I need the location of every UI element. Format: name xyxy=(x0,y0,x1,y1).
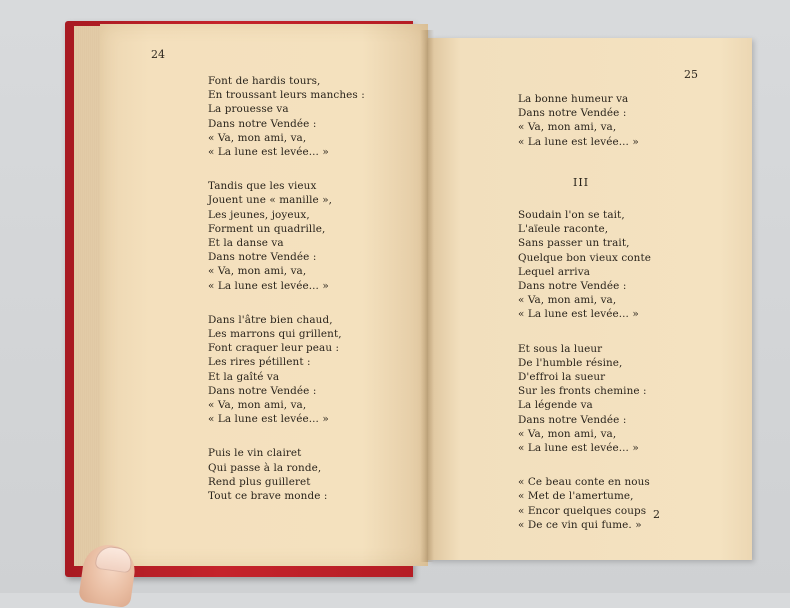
verse-line: Soudain l'on se tait, xyxy=(518,209,625,221)
right-page-number: 25 xyxy=(684,68,698,81)
verse-line: « Va, mon ami, va, xyxy=(208,131,307,144)
right-page-poem xyxy=(518,208,651,552)
verse-line: En troussant leurs manches : xyxy=(208,89,365,102)
verse-line: « La lune est levée... » xyxy=(208,279,329,292)
verse-line: Dans notre Vendée : xyxy=(518,107,627,120)
verse-line: « Va, mon ami, va, xyxy=(208,399,307,412)
verse-line: « De ce vin qui fume. » xyxy=(518,518,642,531)
stanza xyxy=(208,179,365,293)
verse-line: « Encor quelques coups xyxy=(518,504,647,517)
signature-mark: 2 xyxy=(653,508,660,521)
verse-line: Les marrons qui grillent, xyxy=(208,328,342,341)
verse-line: « Met de l'amertume, xyxy=(518,490,634,503)
verse-line: Sans passer un trait, xyxy=(518,237,630,250)
verse-line: Et sous la lueur xyxy=(518,342,603,355)
stanza xyxy=(208,74,365,159)
section-heading: III xyxy=(573,176,590,189)
verse-line: « La lune est levée... » xyxy=(518,135,639,148)
verse-line: La prouesse va xyxy=(208,103,289,116)
verse-line: D'effroi la sueur xyxy=(518,371,606,384)
verse-line: « La lune est levée... » xyxy=(208,413,329,426)
verse-line: Lequel arriva xyxy=(518,265,590,278)
verse-line: Dans notre Vendée : xyxy=(208,117,317,130)
verse-line: Forment un quadrille, xyxy=(208,222,326,235)
book-gutter xyxy=(420,30,434,562)
verse-line: Tandis que les vieux xyxy=(208,180,317,193)
verse-line: La bonne humeur va xyxy=(518,93,629,105)
page-edges xyxy=(74,26,103,566)
verse-line: Dans notre Vendée : xyxy=(518,280,627,293)
verse-line: Font craquer leur peau : xyxy=(208,342,340,355)
stanza xyxy=(518,342,651,456)
verse-line: « Va, mon ami, va, xyxy=(208,265,307,278)
left-page-number: 24 xyxy=(151,48,165,61)
stanza xyxy=(518,475,651,532)
verse-line: Puis le vin clairet xyxy=(208,447,302,460)
verse-line: Tout ce brave monde : xyxy=(208,490,328,503)
verse-line: Les rires pétillent : xyxy=(208,356,311,369)
verse-line: Jouent une « manille », xyxy=(208,194,333,207)
verse-line: « La lune est levée... » xyxy=(208,146,329,159)
left-page-poem xyxy=(208,74,365,523)
verse-line: Font de hardis tours, xyxy=(208,75,321,87)
verse-line: Dans l'âtre bien chaud, xyxy=(208,313,333,326)
verse-line: Les jeunes, joyeux, xyxy=(208,208,310,221)
right-page-opening-stanza xyxy=(518,92,639,149)
stanza xyxy=(208,313,365,427)
verse-line: « Va, mon ami, va, xyxy=(518,294,617,307)
verse-line: Dans notre Vendée : xyxy=(208,384,317,397)
verse-line: Qui passe à la ronde, xyxy=(208,461,322,474)
verse-line: Dans notre Vendée : xyxy=(518,413,627,426)
verse-line: « Va, mon ami, va, xyxy=(518,427,617,440)
verse-line: « La lune est levée... » xyxy=(518,442,639,455)
verse-line: « La lune est levée... » xyxy=(518,308,639,321)
verse-line: Quelque bon vieux conte xyxy=(518,251,651,264)
verse-line: « Ce beau conte en nous xyxy=(518,476,650,489)
verse-line: Rend plus guilleret xyxy=(208,475,311,488)
verse-line: Et la gaîté va xyxy=(208,370,280,383)
stanza xyxy=(208,446,365,503)
verse-line: Et la danse va xyxy=(208,237,284,250)
verse-line: Sur les fronts chemine : xyxy=(518,385,647,398)
verse-line: L'aïeule raconte, xyxy=(518,223,609,236)
verse-line: Dans notre Vendée : xyxy=(208,251,317,264)
verse-line: De l'humble résine, xyxy=(518,356,623,369)
stanza xyxy=(518,208,651,322)
verse-line: La légende va xyxy=(518,399,593,412)
verse-line: « Va, mon ami, va, xyxy=(518,121,617,134)
